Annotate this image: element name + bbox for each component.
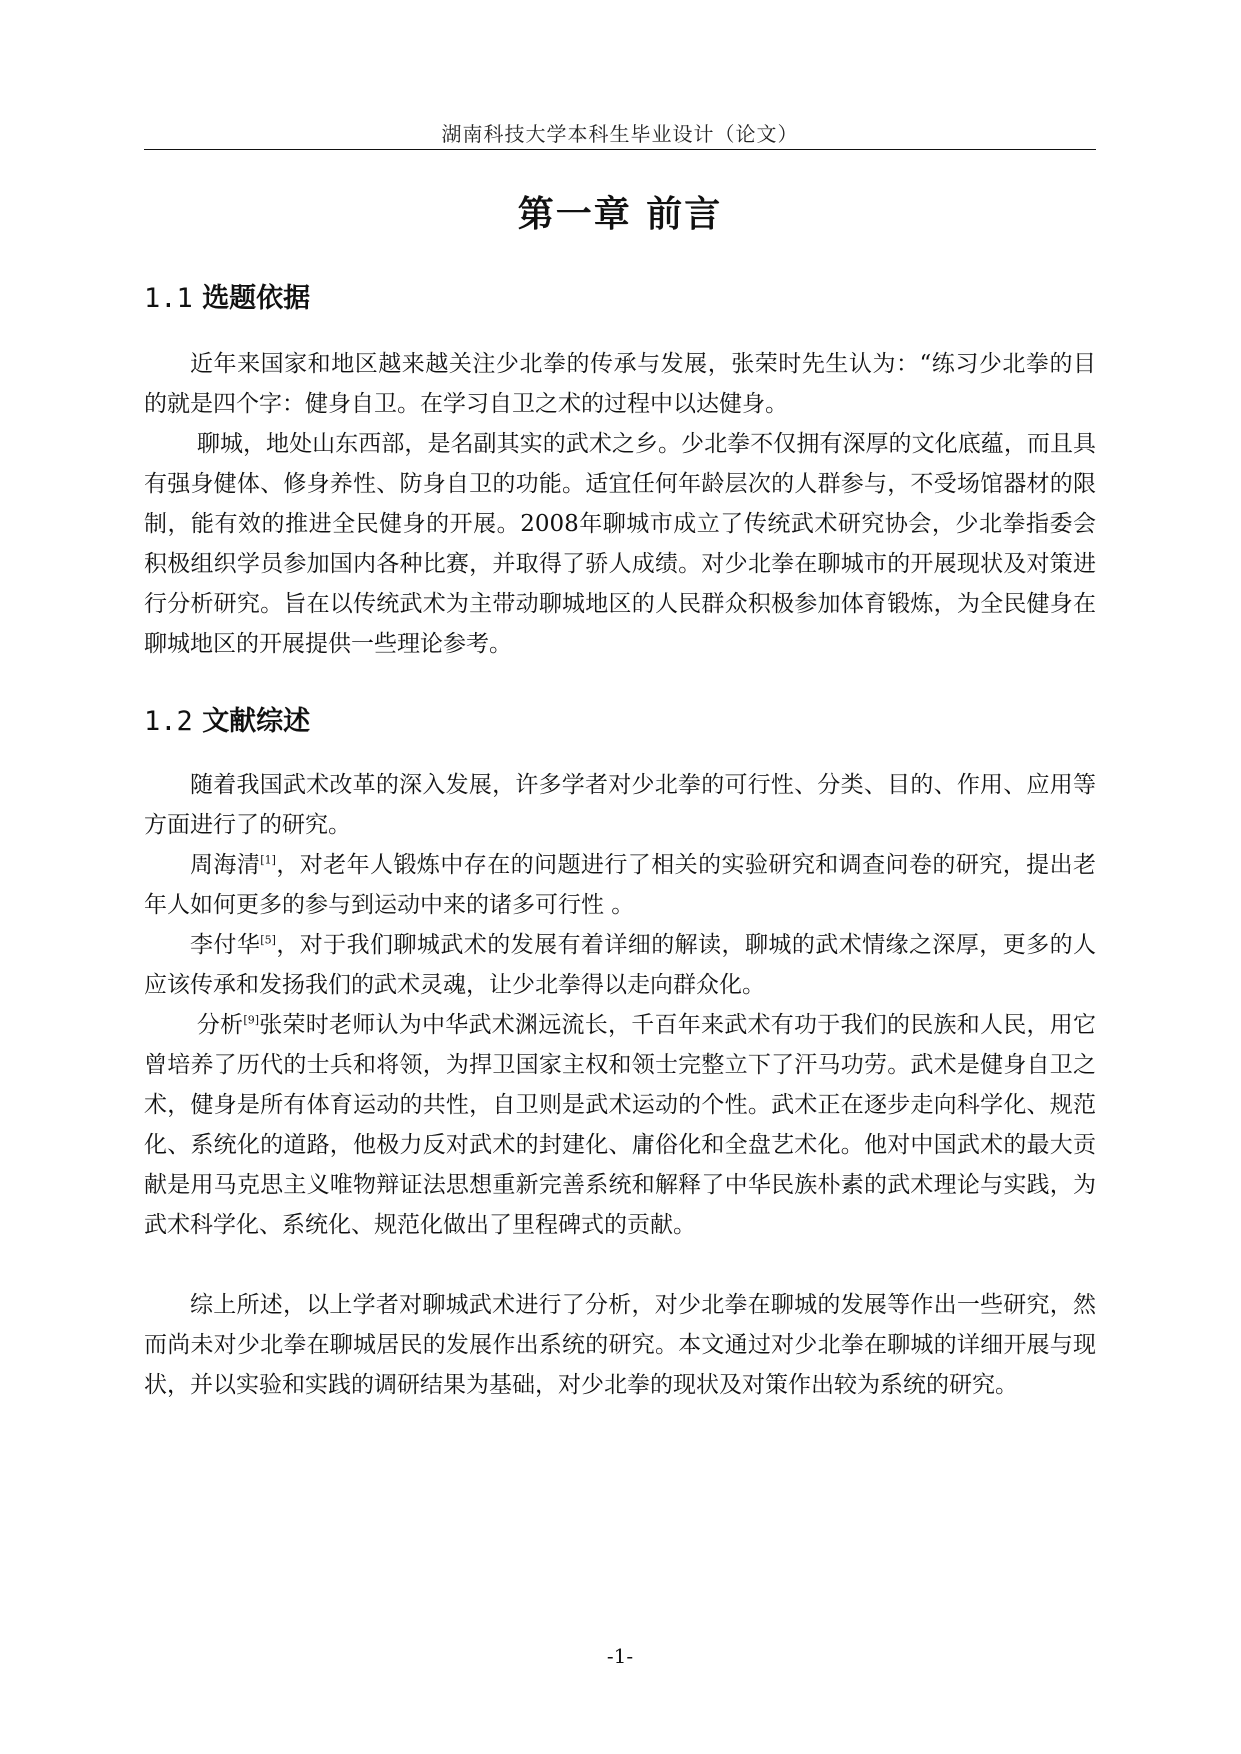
- citation-marker: [9]: [243, 1013, 259, 1027]
- paragraph: 随着我国武术改革的深入发展，许多学者对少北拳的可行性、分类、目的、作用、应用等方面进行了的研究。: [144, 772, 1096, 838]
- section-title-text: 文献综述: [202, 706, 311, 737]
- citation-marker: [1]: [260, 853, 276, 867]
- section-title-text: 选题依据: [202, 283, 311, 314]
- chapter-title: 第一章 前言: [517, 193, 723, 235]
- paragraph: [144, 925, 1096, 1005]
- paragraph-text: ，对老年人锻炼中存在的问题进行了相关的实验研究和调查问卷的研究，提出老年人如何更多的参与到运动中来的诸多可行性 。: [144, 852, 1097, 918]
- section-number: 1.2: [144, 706, 193, 737]
- section-heading-1-2: [144, 699, 310, 738]
- author-name: 李付华: [190, 932, 261, 958]
- citation-marker: [5]: [260, 933, 276, 947]
- paragraph: [144, 1005, 1096, 1245]
- author-name: 周海清: [190, 852, 261, 878]
- page-number: -1-: [606, 1644, 634, 1668]
- paragraph: 聊城，地处山东西部，是名副其实的武术之乡。少北拳不仅拥有深厚的文化底蕴，而且具有强身健体、修身养性、防身自卫的功能。适宜任何年龄层次的人群参与，不受场馆器材的限制，能有效的推进全民健身的开展。2008年聊城市成立了传统武术研究协会，少北拳指委会积极组织学员参加国内各种比赛，并取得了骄人成绩。对少北拳在聊城市的开展现状及对策进行分析研究。旨在以传统武术为主带动聊城地区的人民群众积极参加体育锻炼，为全民健身在聊城地区的开展提供一些理论参考。: [144, 431, 1096, 657]
- paragraph-text: ，对于我们聊城武术的发展有着详细的解读，聊城的武术情缘之深厚，更多的人应该传承和发扬我们的武术灵魂，让少北拳得以走向群众化。: [144, 932, 1097, 998]
- section-body-1-1: [144, 344, 1096, 664]
- running-header: 湖南科技大学本科生毕业设计（论文）: [441, 122, 799, 146]
- summary-paragraph: 综上所述，以上学者对聊城武术进行了分析，对少北拳在聊城的发展等作出一些研究，然而尚未对少北拳在聊城居民的发展作出系统的研究。本文通过对少北拳在聊城的详细开展与现状，并以实验和实践的调研结果为基础，对少北拳的现状及对策作出较为系统的研究。: [144, 1292, 1096, 1398]
- paragraph-text: 张荣时老师认为中华武术渊远流长，千百年来武术有功于我们的民族和人民，用它曾培养了历代的士兵和将领，为捍卫国家主权和领士完整立下了汗马功劳。武术是健身自卫之术，健身是所有体育运动的共性，自卫则是武术运动的个性。武术正在逐步走向科学化、规范化、系统化的道路，他极力反对武术的封建化、庸俗化和全盘艺术化。他对中国武术的最大贡献是用马克思主义唯物辩证法思想重新完善系统和解释了中华民族朴素的武术理论与实践，为武术科学化、系统化、规范化做出了里程碑式的贡献。: [144, 1012, 1097, 1238]
- section-heading-1-1: [144, 276, 310, 315]
- paragraph: 近年来国家和地区越来越关注少北拳的传承与发展，张荣时先生认为：“练习少北拳的目的就是四个字：健身自卫。在学习自卫之术的过程中以达健身。: [144, 351, 1096, 417]
- section-body-1-2: [144, 765, 1096, 1405]
- header-rule: [144, 149, 1096, 150]
- paragraph-lead: 分析: [196, 1012, 244, 1038]
- paragraph: [144, 845, 1096, 925]
- section-number: 1.1: [144, 283, 193, 314]
